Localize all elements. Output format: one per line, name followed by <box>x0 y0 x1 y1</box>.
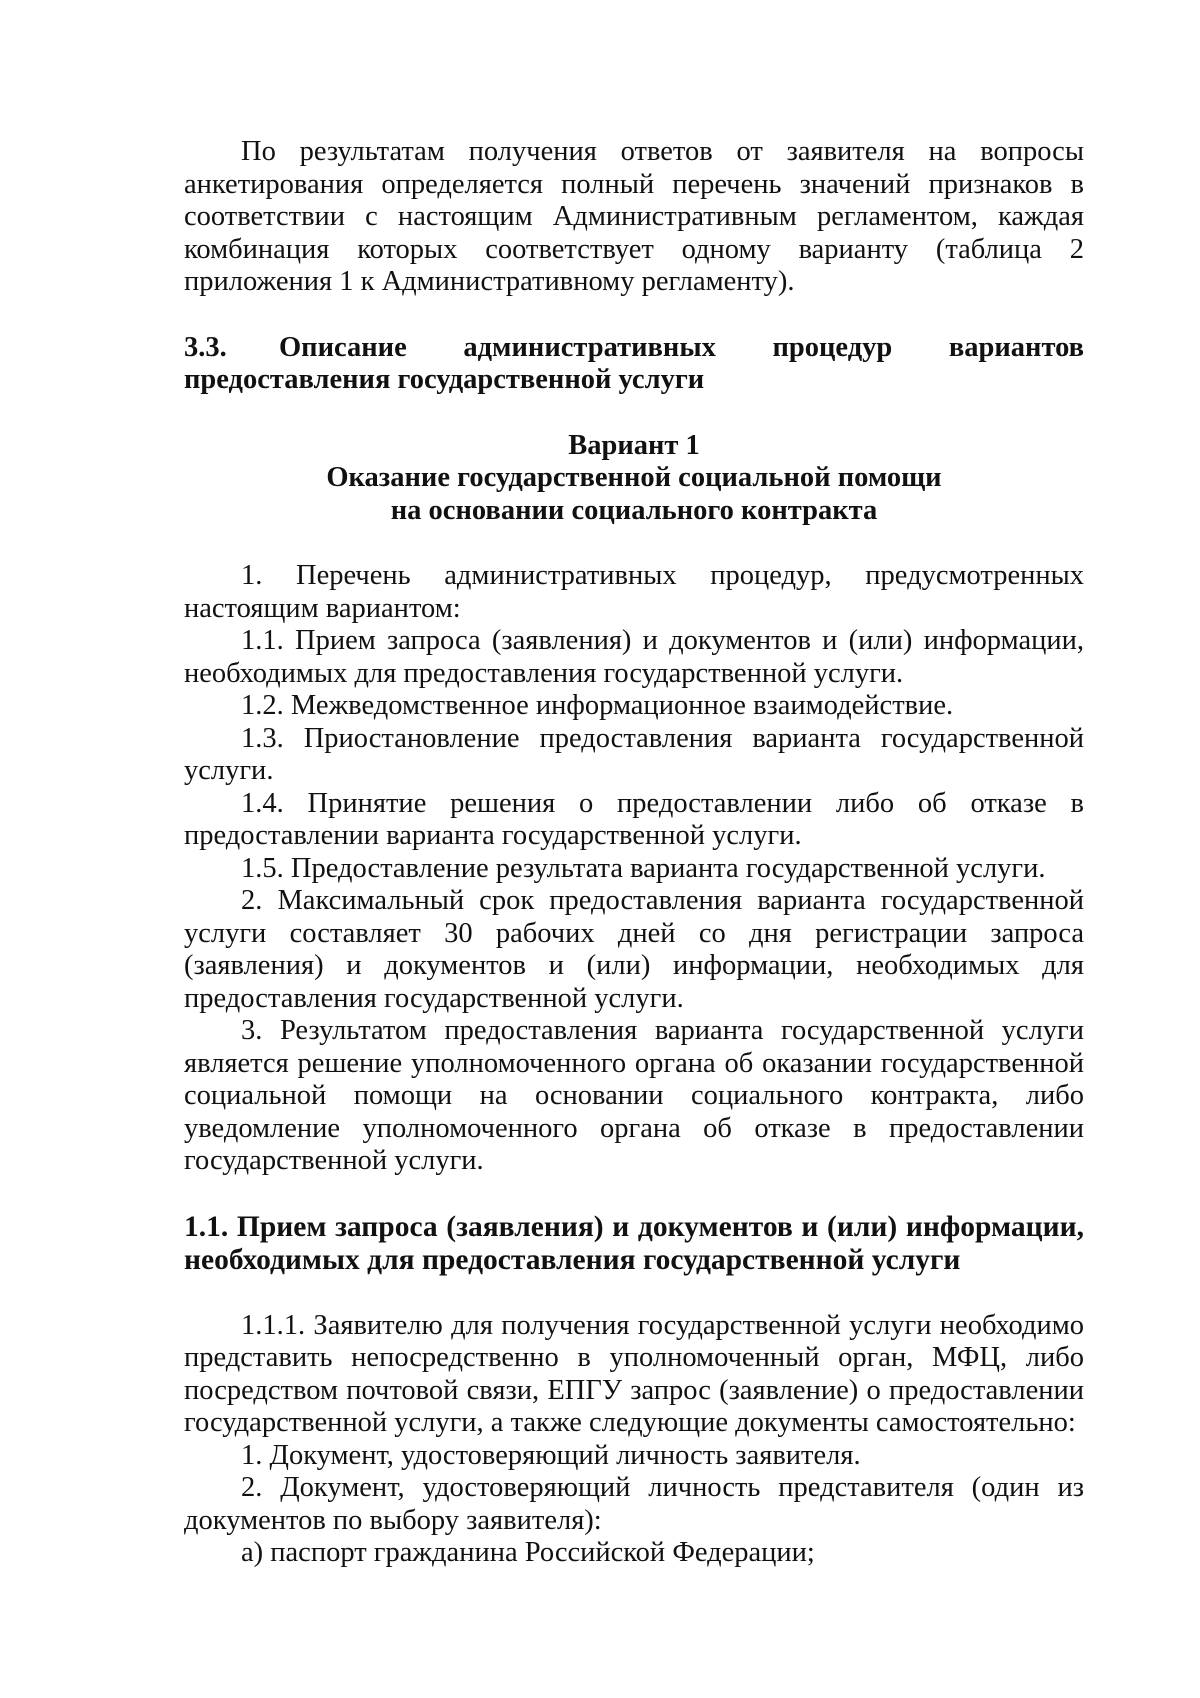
subsection-heading-1-1: 1.1. Прием запроса (заявления) и документов и (или) информации, необходимых для предоставления государственной услуги <box>184 1210 1084 1276</box>
section-number: 3.3. <box>184 331 227 363</box>
section-title: Описание административных процедур вариантов предоставления государственной услуги <box>184 331 1084 395</box>
variant-item: 1.4. Принятие решения о предоставлении либо об отказе в предоставлении варианта государственной услуги. <box>184 787 1084 851</box>
subsection-item: а) паспорт гражданина Российской Федерации; <box>241 1537 815 1568</box>
variant-item: 2. Максимальный срок предоставления варианта государственной услуги составляет 30 рабочих дней со дня регистрации запроса (заявления) и документов и (или) информации, необходимых для предоставления государственной услуги. <box>184 885 1084 1014</box>
subsection-item: 2. Документ, удостоверяющий личность представителя (один из документов по выбору заявителя): <box>184 1472 1084 1536</box>
subsection-item: 1. Документ, удостоверяющий личность заявителя. <box>241 1439 861 1471</box>
document-page <box>184 136 1084 1570</box>
subsection-item: 1.1.1. Заявителю для получения государственной услуги необходимо представить непосредственно в уполномоченный орган, МФЦ, либо посредством почтовой связи, ЕПГУ запрос (заявление) о предоставлении государственной услуги, а также следующие документы самостоятельно: <box>184 1309 1084 1438</box>
variant-title: Вариант 1 <box>568 429 700 461</box>
section-heading-3-3 <box>184 332 1084 397</box>
variant-item: 1.2. Межведомственное информационное взаимодействие. <box>241 690 954 721</box>
subsection-items-list <box>184 1310 1084 1570</box>
variant-item: 1.5. Предоставление результата варианта государственной услуги. <box>241 852 1046 884</box>
variant-item: 3. Результатом предоставления варианта государственной услуги является решение уполномоченного органа об оказании государственной социальной помощи на основании социального контракта, либо уведомление уполномоченного органа об отказе в предоставлении государственной услуги. <box>184 1015 1084 1176</box>
variant-subtitle-line1: Оказание государственной социальной помощи <box>326 462 942 493</box>
variant-items-list <box>184 560 1084 1178</box>
variant-heading <box>184 430 1084 528</box>
variant-subtitle-line2: на основании социального контракта <box>390 494 878 526</box>
variant-item: 1.1. Прием запроса (заявления) и документов и (или) информации, необходимых для предоставления государственной услуги. <box>184 625 1084 689</box>
variant-item: 1.3. Приостановление предоставления варианта государственной услуги. <box>184 722 1084 786</box>
intro-paragraph: По результатам получения ответов от заявителя на вопросы анкетирования определяется полный перечень значений признаков в соответствии с настоящим Административным регламентом, каждая комбинация которых соответствует одному варианту (таблица 2 приложения 1 к Административному регламенту). <box>184 136 1084 297</box>
variant-item: 1. Перечень административных процедур, предусмотренных настоящим вариантом: <box>184 560 1084 624</box>
